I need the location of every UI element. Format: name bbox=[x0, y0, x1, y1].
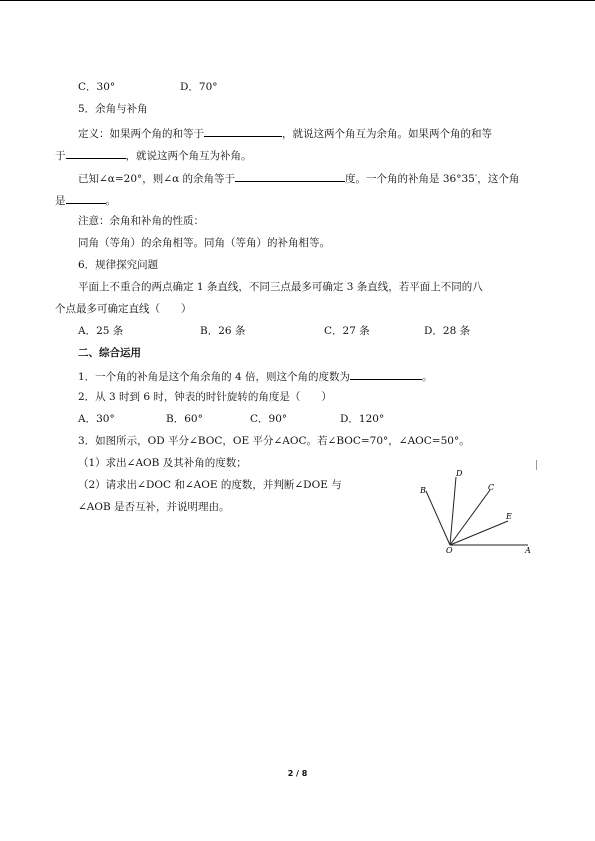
question-1 bbox=[78, 368, 433, 384]
question-3-part-1: （1）求出∠AOB 及其补角的度数； bbox=[78, 457, 247, 469]
given-alpha-line bbox=[78, 170, 519, 186]
margin-mark bbox=[536, 460, 537, 470]
problem-6-line-2: 个点最多可确定直线（ ） bbox=[55, 303, 192, 315]
question-1-end: 。 bbox=[422, 371, 433, 383]
definition-line-1 bbox=[78, 125, 492, 141]
given-alpha-text-b: 度。一个角的补角是 36°35′，这个角 bbox=[345, 173, 520, 185]
definition-line-2 bbox=[55, 147, 252, 163]
label-c: C bbox=[488, 483, 495, 492]
choice-d-28: D．28 条 bbox=[424, 325, 471, 337]
given-alpha-text-d: 。 bbox=[105, 195, 116, 207]
blank-angle-value bbox=[66, 192, 106, 204]
given-alpha-line-2 bbox=[55, 192, 116, 208]
blank-question-1 bbox=[350, 368, 422, 380]
q2-choice-b: B．60° bbox=[166, 413, 203, 425]
q2-choice-d: D．120° bbox=[340, 413, 385, 425]
label-o: O bbox=[446, 546, 453, 555]
label-b: B bbox=[420, 486, 426, 495]
definition-text-2b: ，就说这两个角互为补角。 bbox=[125, 150, 252, 162]
choice-c-30: C．30° bbox=[78, 81, 116, 93]
q2-choice-c: C．90° bbox=[250, 413, 288, 425]
question-3-part-2-cont: ∠AOB 是否互补，并说明理由。 bbox=[78, 501, 230, 513]
question-1-text: 1．一个角的补角是这个角余角的 4 倍，则这个角的度数为 bbox=[78, 371, 351, 383]
label-e: E bbox=[506, 512, 512, 521]
ray-ob bbox=[426, 491, 450, 545]
section-6-heading: 6．规律探究问题 bbox=[78, 259, 159, 271]
label-a: A bbox=[525, 546, 531, 555]
choice-c-27: C．27 条 bbox=[324, 325, 370, 337]
blank-supplement-sum bbox=[66, 147, 126, 159]
question-3-part-2: （2）请求出∠DOC 和∠AOE 的度数，并判断∠DOE 与 bbox=[78, 479, 342, 491]
q2-choice-a: A．30° bbox=[78, 413, 115, 425]
blank-complement-sum bbox=[204, 125, 282, 137]
definition-text-2a: 于 bbox=[55, 150, 66, 162]
given-alpha-text-c: 是 bbox=[55, 195, 66, 207]
question-3: 3．如图所示，OD 平分∠BOC，OE 平分∠AOC。若∠BOC=70°，∠AOC=50°。 bbox=[78, 435, 470, 447]
given-alpha-text-a: 已知∠α=20°，则∠α 的余角等于 bbox=[78, 173, 236, 185]
choice-d-70: D．70° bbox=[180, 81, 218, 93]
section-2-heading: 二、综合运用 bbox=[78, 347, 141, 359]
problem-6-line-1: 平面上不重合的两点确定 1 条直线，不同三点最多可确定 3 条直线，若平面上不同的八 bbox=[78, 281, 483, 293]
top-rule bbox=[0, 0, 595, 1]
property-line: 同角（等角）的余角相等。同角（等角）的补角相等。 bbox=[78, 237, 330, 249]
definition-text-1a: 定义：如果两个角的和等于 bbox=[78, 128, 204, 140]
choice-a-25: A．25 条 bbox=[78, 325, 124, 337]
blank-alpha-complement bbox=[235, 170, 345, 182]
choice-b-26: B．26 条 bbox=[200, 325, 246, 337]
question-2: 2．从 3 时到 6 时，钟表的时针旋转的角度是（ ） bbox=[78, 391, 332, 403]
page-number: 2 / 8 bbox=[287, 769, 308, 778]
ray-od bbox=[450, 477, 456, 545]
definition-text-1b: ，就说这两个角互为余角。如果两个角的和等 bbox=[282, 128, 492, 140]
label-d: D bbox=[456, 469, 463, 478]
note-line: 注意：余角和补角的性质： bbox=[78, 215, 204, 227]
angle-figure bbox=[412, 466, 536, 556]
section-5-heading: 5．余角与补角 bbox=[78, 103, 148, 115]
